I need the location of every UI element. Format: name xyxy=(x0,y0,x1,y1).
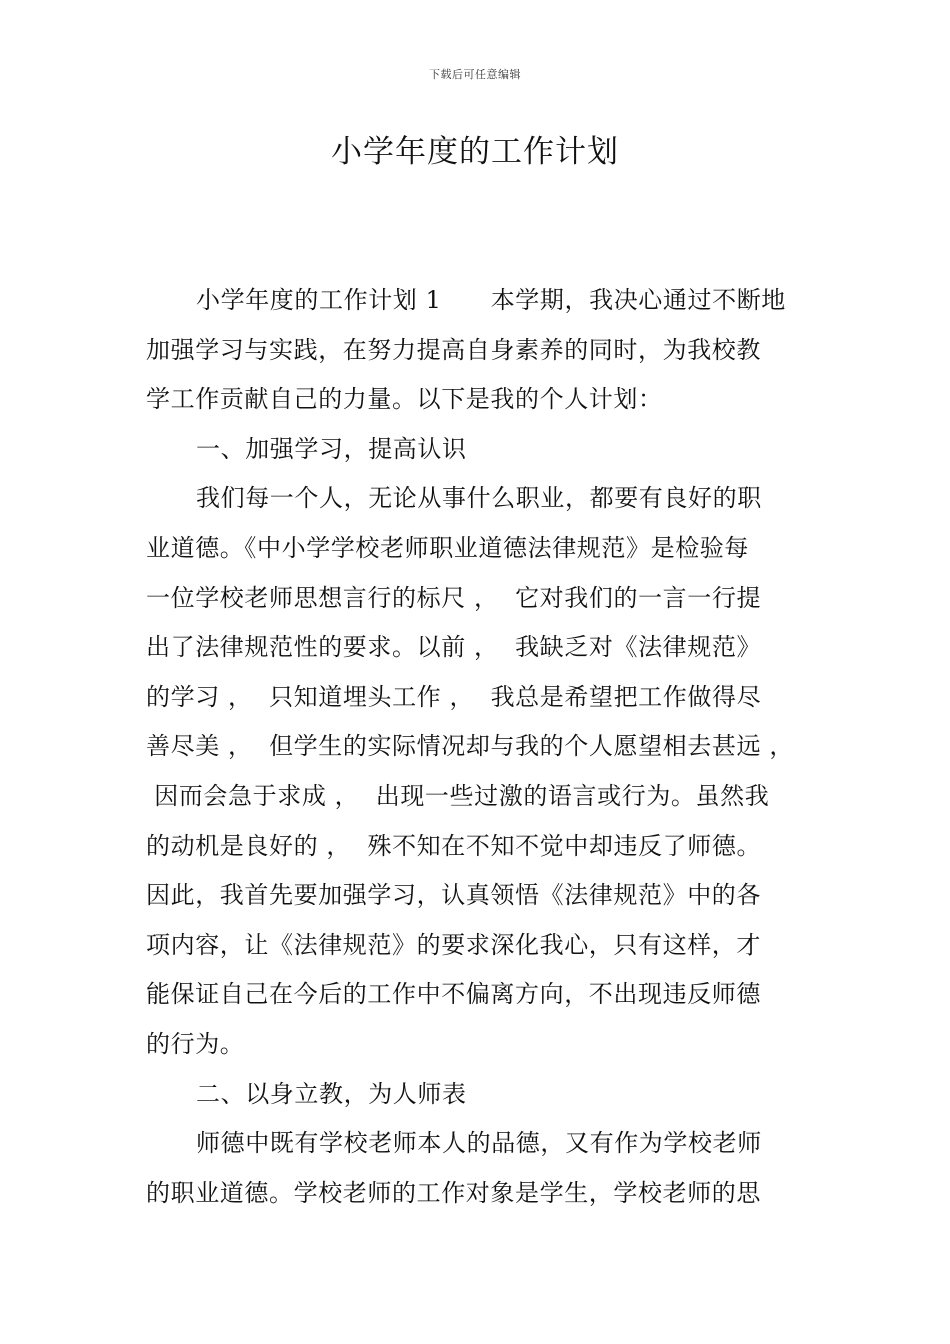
paragraph-line: 学工作贡献自己的力量。以下是我的个人计划： xyxy=(146,385,663,414)
paragraph-line: 的动机是良好的 ， 殊不知在不知不觉中却违反了师德。 xyxy=(146,831,762,860)
paragraph-line: 业道德。《中小学学校老师职业道德法律规范》是检验每 xyxy=(146,533,749,562)
document-body xyxy=(146,282,810,1224)
paragraph-line: 出了法律规范性的要求。以前 ， 我缺乏对《法律规范》 xyxy=(146,633,762,662)
paragraph-line: 我们每一个人，无论从事什么职业，都要有良好的职 xyxy=(196,484,762,513)
paragraph-line: 因而会急于求成 ， 出现一些过激的语言或行为。虽然我 xyxy=(146,781,770,810)
document-title: 小学年度的工作计划 xyxy=(331,134,619,170)
paragraph-line: 项内容，让《法律规范》的要求深化我心，只有这样，才 xyxy=(146,930,761,959)
paragraph-line: 加强学习与实践，在努力提高自身素养的同时，为我校教 xyxy=(146,335,761,364)
paragraph-line: 的职业道德。学校老师的工作对象是学生，学校老师的思 xyxy=(146,1178,761,1207)
paragraph-line: 的行为。 xyxy=(146,1029,245,1058)
paragraph-line: 因此，我首先要加强学习，认真领悟《法律规范》中的各 xyxy=(146,881,761,910)
section-heading: 一、加强学习，提高认识 xyxy=(196,434,467,463)
paragraph-line: 师德中既有学校老师本人的品德，又有作为学校老师 xyxy=(196,1129,762,1158)
paragraph-line: 的学习 ， 只知道埋头工作 ， 我总是希望把工作做得尽 xyxy=(146,682,762,711)
paragraph-line: 能保证自己在今后的工作中不偏离方向，不出现违反师德 xyxy=(146,980,761,1009)
section-heading: 二、以身立教，为人师表 xyxy=(196,1079,467,1108)
paragraph-line: 小学年度的工作计划 1 本学期，我决心通过不断地 xyxy=(196,286,786,314)
paragraph-line: 一位学校老师思想言行的标尺 ， 它对我们的一言一行提 xyxy=(146,583,762,612)
header-note: 下载后可任意编辑 xyxy=(429,68,521,81)
paragraph-line: 善尽美 ， 但学生的实际情况却与我的个人愿望相去甚远 ， xyxy=(146,732,794,761)
